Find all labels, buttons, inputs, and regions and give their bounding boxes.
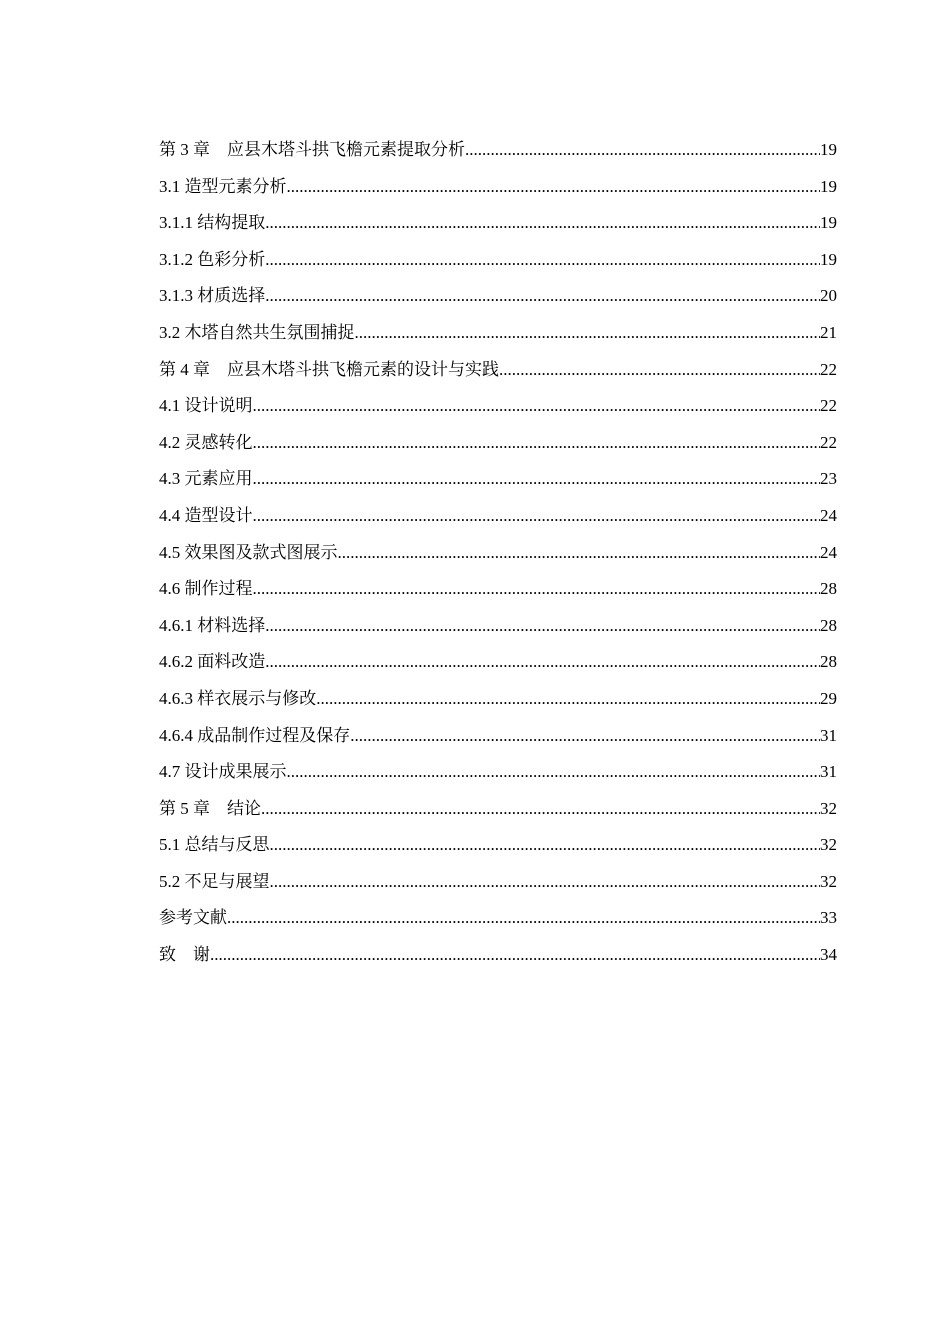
toc-entry-page-number: 32 [820, 871, 837, 891]
toc-entry-page-number: 19 [820, 176, 837, 196]
toc-dot-leader [253, 571, 821, 608]
toc-entry-page-number: 22 [820, 396, 837, 416]
toc-entry-page-number: 33 [820, 908, 837, 928]
toc-entry-page-number: 19 [820, 213, 837, 233]
toc-entry[interactable] [159, 315, 837, 352]
toc-dot-leader [270, 864, 821, 901]
toc-entry-title: 4.7 设计成果展示 [159, 762, 287, 782]
toc-entry-page-number: 22 [820, 432, 837, 452]
toc-entry-title: 3.1.1 结构提取 [159, 213, 266, 233]
toc-entry[interactable] [159, 352, 837, 389]
toc-entry[interactable] [159, 900, 837, 937]
toc-dot-leader [287, 169, 821, 206]
toc-entry[interactable] [159, 132, 837, 169]
toc-entry-page-number: 31 [820, 762, 837, 782]
toc-entry-page-number: 29 [820, 688, 837, 708]
toc-dot-leader [265, 608, 820, 645]
toc-dot-leader [253, 498, 821, 535]
toc-entry[interactable] [159, 242, 837, 279]
toc-entry-page-number: 34 [820, 945, 837, 965]
toc-dot-leader [338, 535, 821, 572]
toc-entry[interactable] [159, 864, 837, 901]
toc-entry-page-number: 21 [820, 322, 837, 342]
toc-dot-leader [265, 242, 820, 279]
toc-entry[interactable] [159, 571, 837, 608]
toc-entry-title: 致 谢 [159, 945, 210, 965]
toc-dot-leader [287, 754, 821, 791]
toc-entry[interactable] [159, 644, 837, 681]
toc-entry-page-number: 19 [820, 140, 837, 159]
toc-entry[interactable] [159, 388, 837, 425]
toc-entry-title: 4.6.2 面料改造 [159, 652, 266, 672]
toc-dot-leader [265, 205, 820, 242]
toc-dot-leader [265, 278, 820, 315]
toc-entry-title: 第 5 章 结论 [159, 798, 261, 818]
toc-dot-leader [253, 461, 821, 498]
toc-entry[interactable] [159, 718, 837, 755]
toc-entry[interactable] [159, 461, 837, 498]
toc-entry-page-number: 31 [820, 725, 837, 745]
toc-entry-title: 5.2 不足与展望 [159, 871, 270, 891]
toc-dot-leader [355, 315, 821, 352]
toc-dot-leader [253, 388, 821, 425]
toc-entry-title: 第 4 章 应县木塔斗拱飞檐元素的设计与实践 [159, 359, 499, 379]
toc-entry-title: 4.6 制作过程 [159, 579, 253, 599]
toc-dot-leader [499, 352, 820, 389]
toc-entry-title: 5.1 总结与反思 [159, 835, 270, 855]
toc-entry[interactable] [159, 937, 837, 974]
toc-entry-title: 参考文献 [159, 908, 227, 928]
toc-entry-title: 4.3 元素应用 [159, 469, 253, 489]
toc-dot-leader [270, 827, 821, 864]
toc-entry-page-number: 24 [820, 505, 837, 525]
toc-entry[interactable] [159, 205, 837, 242]
toc-entry-page-number: 28 [820, 615, 837, 635]
toc-entry-page-number: 28 [820, 652, 837, 672]
toc-dot-leader [261, 791, 820, 828]
toc-entry-page-number: 23 [820, 469, 837, 489]
toc-entry[interactable] [159, 425, 837, 462]
toc-entry-title: 3.1.2 色彩分析 [159, 249, 266, 269]
toc-entry-page-number: 32 [820, 798, 837, 818]
toc-entry-page-number: 20 [820, 286, 837, 306]
toc-entry-title: 4.6.3 样衣展示与修改 [159, 688, 317, 708]
toc-entry-title: 4.6.4 成品制作过程及保存 [159, 725, 351, 745]
toc-dot-leader [350, 718, 820, 755]
toc-dot-leader [253, 425, 821, 462]
toc-entry[interactable] [159, 681, 837, 718]
toc-entry[interactable] [159, 278, 837, 315]
toc-entry[interactable] [159, 535, 837, 572]
toc-entry[interactable] [159, 498, 837, 535]
toc-entry-page-number: 19 [820, 249, 837, 269]
toc-entry-page-number: 24 [820, 542, 837, 562]
toc-entry-title: 4.4 造型设计 [159, 505, 253, 525]
table-of-contents [159, 132, 837, 974]
toc-entry[interactable] [159, 827, 837, 864]
toc-dot-leader [316, 681, 820, 718]
toc-entry-title: 3.1 造型元素分析 [159, 176, 287, 196]
toc-entry-title: 4.2 灵感转化 [159, 432, 253, 452]
toc-entry-title: 第 3 章 应县木塔斗拱飞檐元素提取分析 [159, 140, 465, 159]
toc-entry[interactable] [159, 169, 837, 206]
toc-entry-title: 3.1.3 材质选择 [159, 286, 266, 306]
toc-dot-leader [265, 644, 820, 681]
toc-entry-page-number: 28 [820, 579, 837, 599]
toc-entry[interactable] [159, 791, 837, 828]
toc-entry-page-number: 22 [820, 359, 837, 379]
toc-entry-title: 4.5 效果图及款式图展示 [159, 542, 338, 562]
toc-dot-leader [210, 937, 820, 974]
toc-entry-title: 4.1 设计说明 [159, 396, 253, 416]
toc-entry-title: 3.2 木塔自然共生氛围捕捉 [159, 322, 355, 342]
toc-entry-title: 4.6.1 材料选择 [159, 615, 266, 635]
toc-entry-page-number: 32 [820, 835, 837, 855]
toc-entry[interactable] [159, 608, 837, 645]
toc-dot-leader [465, 132, 820, 169]
toc-entry[interactable] [159, 754, 837, 791]
toc-dot-leader [227, 900, 820, 937]
